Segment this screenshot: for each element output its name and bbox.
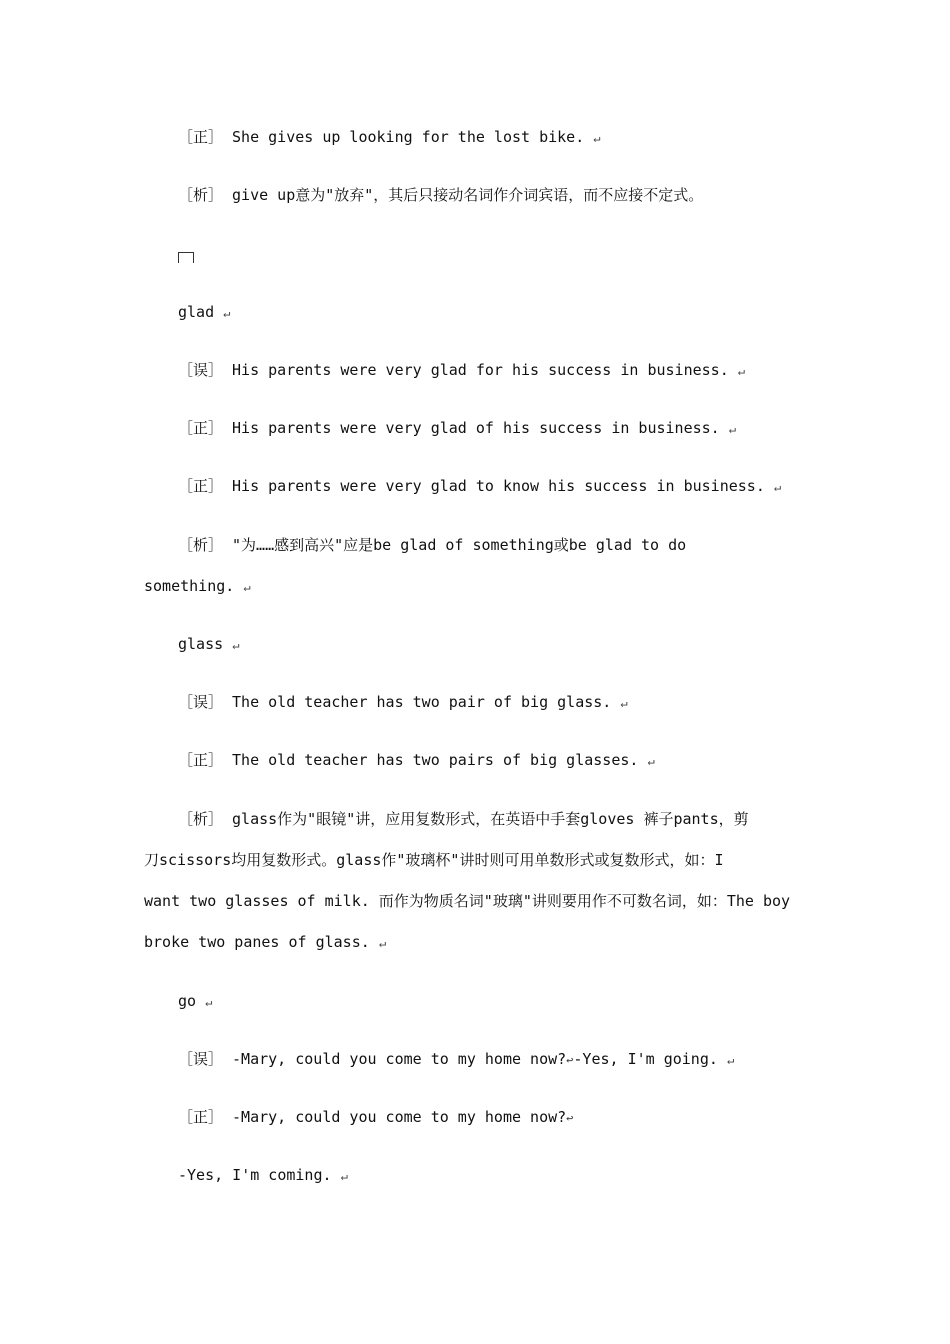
text-line: -Yes, I'm coming. ↵	[178, 1166, 348, 1184]
paragraph-mark: ↵	[378, 936, 387, 950]
text-line: ［正］ -Mary, could you come to my home now?↩	[178, 1108, 574, 1126]
paragraph-mark: ↵	[340, 1169, 348, 1183]
text-line: ［误］ -Mary, could you come to my home now?↩-Yes, I'm going. ↵	[178, 1050, 735, 1068]
text-line: something. ↵	[144, 577, 251, 595]
line-break-mark: ↩	[566, 1111, 574, 1125]
heading-go: go ↵	[178, 992, 213, 1010]
text-line: ［正］ The old teacher has two pairs of big glasses. ↵	[178, 751, 655, 769]
paragraph-mark: ↵	[773, 480, 782, 494]
text-line: ［析］ glass作为"眼镜"讲，应用复数形式，在英语中手套gloves 裤子pants，剪	[178, 810, 749, 828]
heading-glad: glad ↵	[178, 303, 231, 321]
text-line: ［正］ His parents were very glad to know his success in business. ↵	[178, 477, 782, 495]
line-break-mark: ↩	[566, 1053, 574, 1067]
corner-mark-icon	[178, 252, 194, 263]
paragraph-mark: ↵	[593, 131, 601, 145]
text-line: ［误］ His parents were very glad for his success in business. ↵	[178, 361, 745, 379]
text-line: ［正］ His parents were very glad of his success in business. ↵	[178, 419, 736, 437]
paragraph-mark: ↵	[232, 638, 240, 652]
text-line: 刀scissors均用复数形式。glass作"玻璃杯"讲时则可用单数形式或复数形式，如：I	[144, 851, 724, 869]
paragraph-mark: ↵	[223, 306, 231, 320]
text-line: broke two panes of glass. ↵	[144, 933, 387, 951]
text-line: ［析］ "为……感到高兴"应是be glad of something或be glad to do	[178, 536, 687, 554]
text-line: ［析］ give up意为"放弃"，其后只接动名词作介词宾语，而不应接不定式。	[178, 186, 704, 204]
paragraph-mark: ↵	[726, 1053, 735, 1067]
text-line: ［正］ She gives up looking for the lost bike. ↵	[178, 128, 601, 146]
paragraph-mark: ↵	[243, 580, 251, 594]
heading-glass: glass ↵	[178, 635, 240, 653]
paragraph-mark: ↵	[647, 754, 655, 768]
paragraph-mark: ↵	[620, 696, 628, 710]
text-line: ［误］ The old teacher has two pair of big glass. ↵	[178, 693, 628, 711]
text-line: want two glasses of milk. 而作为物质名词"玻璃"讲则要用作不可数名词，如：The boy	[144, 892, 791, 910]
paragraph-mark: ↵	[728, 422, 736, 436]
paragraph-mark: ↵	[205, 995, 213, 1009]
paragraph-mark: ↵	[737, 364, 745, 378]
